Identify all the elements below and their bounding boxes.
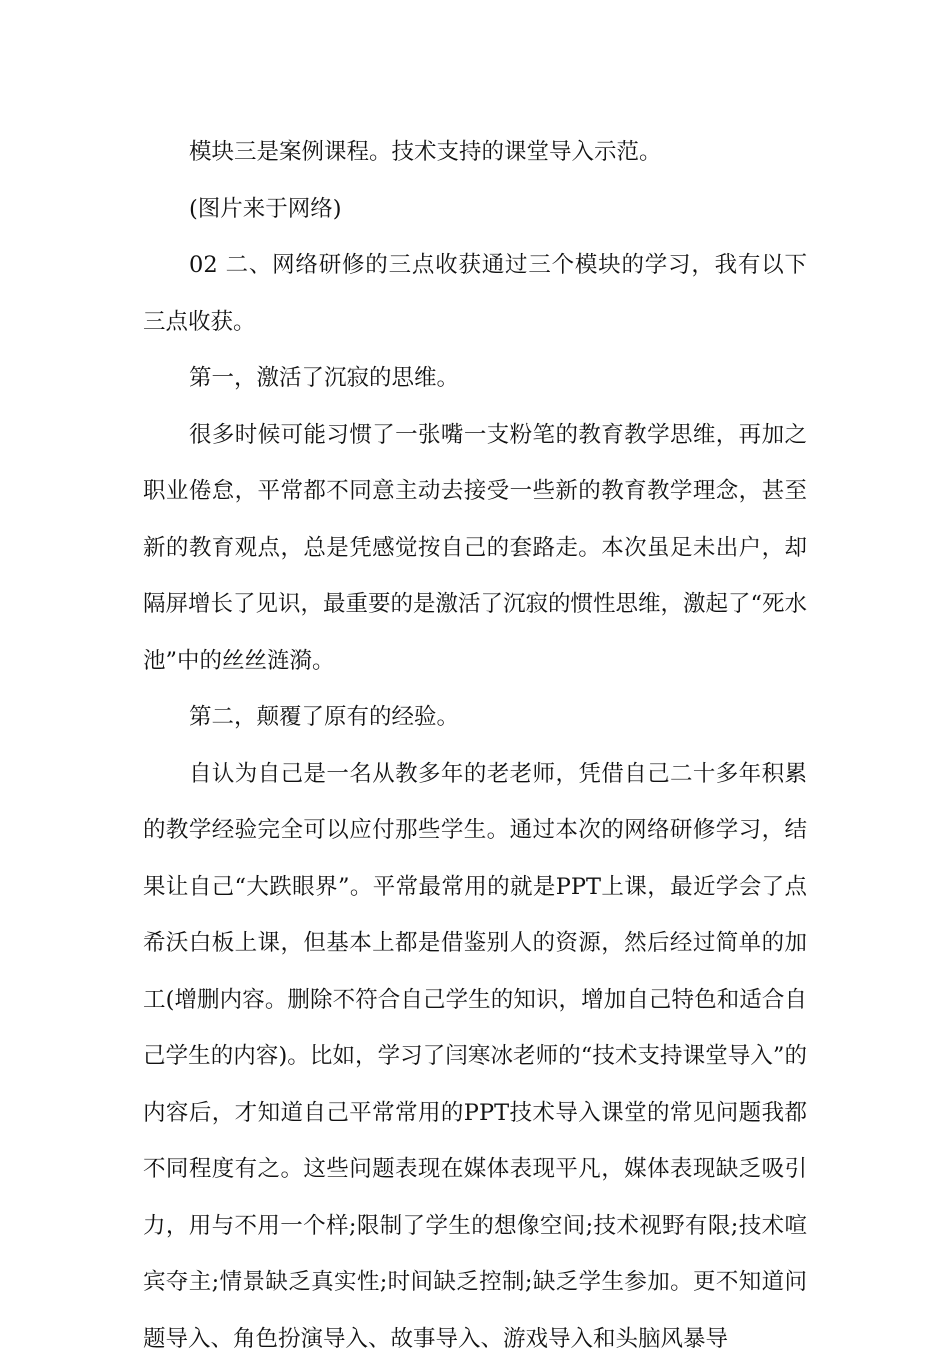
document-body [143,124,807,1367]
paragraph-second-gain-body: 自认为自己是一名从教多年的老老师，凭借自己二十多年积累的教学经验完全可以应付那些学生。通过本次的网络研修学习，结果让自己“大跌眼界”。平常最常用的就是PPT上课，最近学会了点希沃白板上课，但基本上都是借鉴别人的资源，然后经过简单的加工(增删内容。删除不符合自己学生的知识，增加自己特色和适合自己学生的内容)。比如，学习了闫寒冰老师的“技术支持课堂导入”的内容后，才知道自己平常常用的PPT技术导入课堂的常见问题我都不同程度有之。这些问题表现在媒体表现平凡，媒体表现缺乏吸引力，用与不用一个样;限制了学生的想像空间;技术视野有限;技术喧宾夺主;情景缺乏真实性;时间缺乏控制;缺乏学生参加。更不知道问题导入、角色扮演导入、故事导入、游戏导入和头脑风暴导 [143,746,807,1367]
paragraph-first-gain: 第一，激活了沉寂的思维。 [143,350,807,407]
paragraph-first-gain-body: 很多时候可能习惯了一张嘴一支粉笔的教育教学思维，再加之职业倦怠，平常都不同意主动去接受一些新的教育教学理念，甚至新的教育观点，总是凭感觉按自己的套路走。本次虽足未出户，却隔屏增长了见识，最重要的是激活了沉寂的惯性思维，激起了“死水池”中的丝丝涟漪。 [143,407,807,690]
paragraph-section-heading: 02 二、网络研修的三点收获通过三个模块的学习，我有以下三点收获。 [143,237,807,350]
paragraph-module-three: 模块三是案例课程。技术支持的课堂导入示范。 [143,124,807,181]
paragraph-second-gain: 第二，颠覆了原有的经验。 [143,689,807,746]
paragraph-image-source: (图片来于网络) [143,181,807,238]
